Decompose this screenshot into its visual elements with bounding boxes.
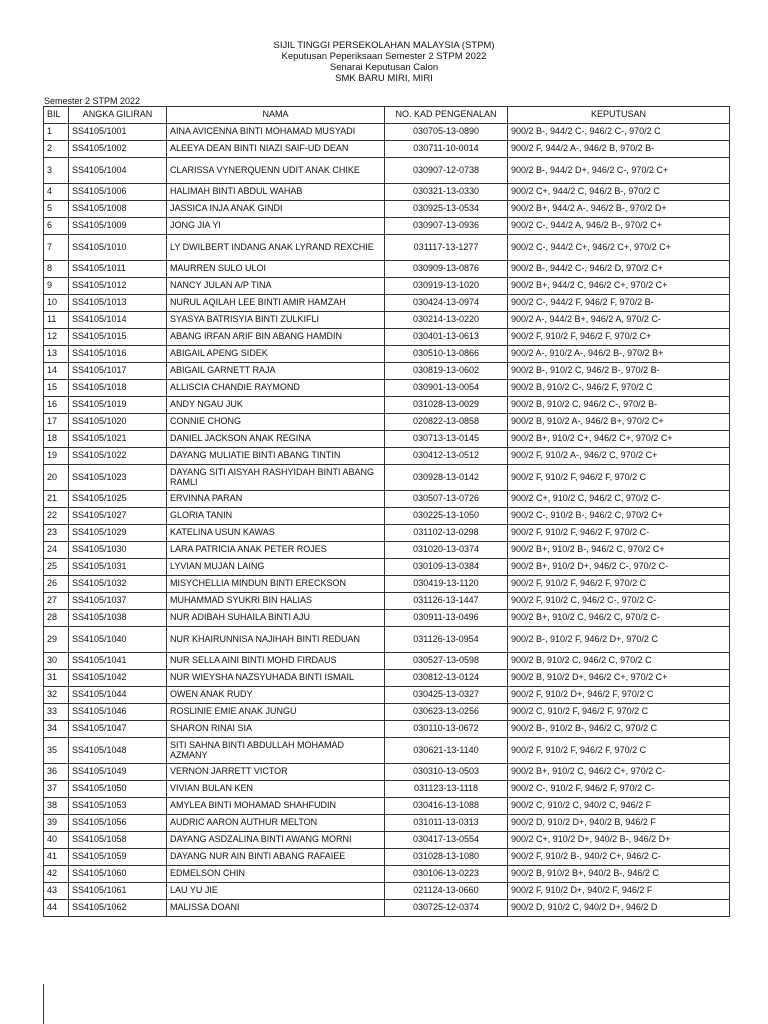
cell-keputusan: 900/2 F, 910/2 A-, 946/2 C, 970/2 C+ bbox=[508, 448, 730, 465]
cell-keputusan: 900/2 B-, 944/2 C-, 946/2 C-, 970/2 C bbox=[508, 124, 730, 141]
table-row bbox=[44, 849, 730, 866]
cell-nama: DAYANG NUR AIN BINTI ABANG RAFAIEE bbox=[167, 849, 385, 866]
cell-keputusan: 900/2 F, 944/2 A-, 946/2 B, 970/2 B- bbox=[508, 141, 730, 158]
cell-nama: SITI SAHNA BINTI ABDULLAH MOHAMAD AZMANY bbox=[167, 738, 385, 764]
table-row bbox=[44, 491, 730, 508]
table-row bbox=[44, 465, 730, 491]
cell-angka-giliran: SS4105/1060 bbox=[69, 866, 167, 883]
cell-kad-pengenalan: 030812-13-0124 bbox=[385, 670, 508, 687]
cell-angka-giliran: SS4105/1050 bbox=[69, 781, 167, 798]
table-row bbox=[44, 380, 730, 397]
cell-kad-pengenalan: 021124-13-0660 bbox=[385, 883, 508, 900]
cell-angka-giliran: SS4105/1015 bbox=[69, 329, 167, 346]
cell-angka-giliran: SS4105/1013 bbox=[69, 295, 167, 312]
cell-kad-pengenalan: 030507-13-0726 bbox=[385, 491, 508, 508]
cell-keputusan: 900/2 F, 910/2 F, 946/2 F, 970/2 C bbox=[508, 465, 730, 491]
cell-keputusan: 900/2 B, 910/2 A-, 946/2 B+, 970/2 C+ bbox=[508, 414, 730, 431]
cell-angka-giliran: SS4105/1002 bbox=[69, 141, 167, 158]
cell-angka-giliran: SS4105/1044 bbox=[69, 687, 167, 704]
table-row bbox=[44, 866, 730, 883]
table-body bbox=[44, 124, 730, 917]
cell-angka-giliran: SS4105/1041 bbox=[69, 653, 167, 670]
cell-nama: LARA PATRICIA ANAK PETER ROJES bbox=[167, 542, 385, 559]
cell-nama: NURUL AQILAH LEE BINTI AMIR HAMZAH bbox=[167, 295, 385, 312]
cell-keputusan: 900/2 A-, 910/2 A-, 946/2 B-, 970/2 B+ bbox=[508, 346, 730, 363]
cell-bil: 22 bbox=[44, 508, 69, 525]
cell-nama: NUR SELLA AINI BINTI MOHD FIRDAUS bbox=[167, 653, 385, 670]
cell-keputusan: 900/2 C, 910/2 C, 940/2 C, 946/2 F bbox=[508, 798, 730, 815]
cell-bil: 9 bbox=[44, 278, 69, 295]
cell-kad-pengenalan: 031028-13-0029 bbox=[385, 397, 508, 414]
cell-bil: 32 bbox=[44, 687, 69, 704]
cell-keputusan: 900/2 B, 910/2 C-, 946/2 F, 970/2 C bbox=[508, 380, 730, 397]
cell-keputusan: 900/2 B+, 944/2 A-, 946/2 B-, 970/2 D+ bbox=[508, 201, 730, 218]
cell-kad-pengenalan: 030510-13-0866 bbox=[385, 346, 508, 363]
cell-angka-giliran: SS4105/1037 bbox=[69, 593, 167, 610]
cell-angka-giliran: SS4105/1049 bbox=[69, 764, 167, 781]
cell-bil: 15 bbox=[44, 380, 69, 397]
cell-bil: 3 bbox=[44, 158, 69, 184]
cell-nama: MAURREN SULO ULOI bbox=[167, 261, 385, 278]
cell-angka-giliran: SS4105/1029 bbox=[69, 525, 167, 542]
table-row bbox=[44, 414, 730, 431]
cell-angka-giliran: SS4105/1012 bbox=[69, 278, 167, 295]
cell-bil: 24 bbox=[44, 542, 69, 559]
cell-angka-giliran: SS4105/1058 bbox=[69, 832, 167, 849]
cell-nama: NUR ADIBAH SUHAILA BINTI AJU bbox=[167, 610, 385, 627]
cell-kad-pengenalan: 030416-13-1088 bbox=[385, 798, 508, 815]
cell-angka-giliran: SS4105/1009 bbox=[69, 218, 167, 235]
cell-bil: 14 bbox=[44, 363, 69, 380]
cell-kad-pengenalan: 030106-13-0223 bbox=[385, 866, 508, 883]
cell-kad-pengenalan: 030412-13-0512 bbox=[385, 448, 508, 465]
cell-kad-pengenalan: 030109-13-0384 bbox=[385, 559, 508, 576]
cell-nama: LAU YU JIE bbox=[167, 883, 385, 900]
cell-bil: 20 bbox=[44, 465, 69, 491]
cell-angka-giliran: SS4105/1019 bbox=[69, 397, 167, 414]
cell-bil: 31 bbox=[44, 670, 69, 687]
cell-nama: ALEEYA DEAN BINTI NIAZI SAIF-UD DEAN bbox=[167, 141, 385, 158]
cell-keputusan: 900/2 C-, 944/2 F, 946/2 F, 970/2 B- bbox=[508, 295, 730, 312]
cell-nama: DAYANG ASDZALINA BINTI AWANG MORNI bbox=[167, 832, 385, 849]
table-row bbox=[44, 201, 730, 218]
cell-kad-pengenalan: 030621-13-1140 bbox=[385, 738, 508, 764]
cell-bil: 16 bbox=[44, 397, 69, 414]
cell-nama: LY DWILBERT INDANG ANAK LYRAND REXCHIE bbox=[167, 235, 385, 261]
cell-angka-giliran: SS4105/1042 bbox=[69, 670, 167, 687]
table-row bbox=[44, 397, 730, 414]
cell-bil: 2 bbox=[44, 141, 69, 158]
cell-angka-giliran: SS4105/1011 bbox=[69, 261, 167, 278]
cell-angka-giliran: SS4105/1056 bbox=[69, 815, 167, 832]
cell-keputusan: 900/2 C+, 944/2 C, 946/2 B-, 970/2 C bbox=[508, 184, 730, 201]
cell-nama: GLORIA TANIN bbox=[167, 508, 385, 525]
table-row bbox=[44, 798, 730, 815]
table-row bbox=[44, 559, 730, 576]
col-header-kad: NO. KAD PENGENALAN bbox=[385, 107, 508, 124]
cell-kad-pengenalan: 030819-13-0602 bbox=[385, 363, 508, 380]
cell-nama: ANDY NGAU JUK bbox=[167, 397, 385, 414]
table-row bbox=[44, 431, 730, 448]
cell-keputusan: 900/2 F, 910/2 D+, 946/2 F, 970/2 C bbox=[508, 687, 730, 704]
cell-nama: SHARON RINAI SIA bbox=[167, 721, 385, 738]
cell-keputusan: 900/2 C+, 910/2 D+, 940/2 B-, 946/2 D+ bbox=[508, 832, 730, 849]
cell-angka-giliran: SS4105/1023 bbox=[69, 465, 167, 491]
cell-keputusan: 900/2 F, 910/2 F, 946/2 F, 970/2 C bbox=[508, 576, 730, 593]
cell-bil: 39 bbox=[44, 815, 69, 832]
col-header-keputusan: KEPUTUSAN bbox=[508, 107, 730, 124]
cell-kad-pengenalan: 031020-13-0374 bbox=[385, 542, 508, 559]
cell-keputusan: 900/2 B-, 910/2 B-, 946/2 C, 970/2 C bbox=[508, 721, 730, 738]
table-row bbox=[44, 261, 730, 278]
cell-bil: 41 bbox=[44, 849, 69, 866]
cell-nama: ABIGAIL GARNETT RAJA bbox=[167, 363, 385, 380]
cell-bil: 19 bbox=[44, 448, 69, 465]
table-continuation-line bbox=[43, 984, 44, 1024]
cell-kad-pengenalan: 030623-13-0256 bbox=[385, 704, 508, 721]
cell-kad-pengenalan: 030909-13-0876 bbox=[385, 261, 508, 278]
cell-angka-giliran: SS4105/1047 bbox=[69, 721, 167, 738]
semester-label: Semester 2 STPM 2022 bbox=[44, 96, 141, 106]
cell-kad-pengenalan: 030321-13-0330 bbox=[385, 184, 508, 201]
cell-keputusan: 900/2 B+, 910/2 C+, 946/2 C+, 970/2 C+ bbox=[508, 431, 730, 448]
table-row bbox=[44, 329, 730, 346]
cell-angka-giliran: SS4105/1006 bbox=[69, 184, 167, 201]
document-header bbox=[0, 40, 768, 84]
cell-bil: 18 bbox=[44, 431, 69, 448]
cell-kad-pengenalan: 031123-13-1118 bbox=[385, 781, 508, 798]
cell-bil: 10 bbox=[44, 295, 69, 312]
cell-keputusan: 900/2 C+, 910/2 C, 946/2 C, 970/2 C- bbox=[508, 491, 730, 508]
cell-angka-giliran: SS4105/1004 bbox=[69, 158, 167, 184]
cell-keputusan: 900/2 B-, 910/2 F, 946/2 D+, 970/2 C bbox=[508, 627, 730, 653]
cell-keputusan: 900/2 D, 910/2 D+, 940/2 B, 946/2 F bbox=[508, 815, 730, 832]
table-row bbox=[44, 576, 730, 593]
table-row bbox=[44, 141, 730, 158]
table-row bbox=[44, 218, 730, 235]
cell-kad-pengenalan: 030711-10-0014 bbox=[385, 141, 508, 158]
cell-nama: NANCY JULAN A/P TINA bbox=[167, 278, 385, 295]
cell-nama: EDMELSON CHIN bbox=[167, 866, 385, 883]
cell-bil: 44 bbox=[44, 900, 69, 917]
cell-angka-giliran: SS4105/1038 bbox=[69, 610, 167, 627]
cell-kad-pengenalan: 030419-13-1120 bbox=[385, 576, 508, 593]
cell-angka-giliran: SS4105/1027 bbox=[69, 508, 167, 525]
cell-bil: 4 bbox=[44, 184, 69, 201]
cell-bil: 35 bbox=[44, 738, 69, 764]
cell-bil: 23 bbox=[44, 525, 69, 542]
cell-bil: 34 bbox=[44, 721, 69, 738]
cell-nama: DAYANG MULIATIE BINTI ABANG TINTIN bbox=[167, 448, 385, 465]
results-table bbox=[43, 106, 730, 917]
cell-kad-pengenalan: 031126-13-0954 bbox=[385, 627, 508, 653]
cell-nama: KATELINA USUN KAWAS bbox=[167, 525, 385, 542]
cell-keputusan: 900/2 F, 910/2 F, 946/2 F, 970/2 C bbox=[508, 738, 730, 764]
cell-nama: VERNON JARRETT VICTOR bbox=[167, 764, 385, 781]
cell-kad-pengenalan: 030907-12-0738 bbox=[385, 158, 508, 184]
cell-bil: 1 bbox=[44, 124, 69, 141]
table-row bbox=[44, 764, 730, 781]
cell-kad-pengenalan: 030425-13-0327 bbox=[385, 687, 508, 704]
cell-kad-pengenalan: 031011-13-0313 bbox=[385, 815, 508, 832]
cell-nama: MALISSA DOANI bbox=[167, 900, 385, 917]
cell-angka-giliran: SS4105/1061 bbox=[69, 883, 167, 900]
cell-kad-pengenalan: 030911-13-0496 bbox=[385, 610, 508, 627]
cell-bil: 43 bbox=[44, 883, 69, 900]
cell-angka-giliran: SS4105/1030 bbox=[69, 542, 167, 559]
table-row bbox=[44, 542, 730, 559]
table-row bbox=[44, 900, 730, 917]
cell-kad-pengenalan: 030214-13-0220 bbox=[385, 312, 508, 329]
cell-kad-pengenalan: 030110-13-0672 bbox=[385, 721, 508, 738]
cell-nama: DAYANG SITI AISYAH RASHYIDAH BINTI ABANG RAMLI bbox=[167, 465, 385, 491]
cell-kad-pengenalan: 030919-13-1020 bbox=[385, 278, 508, 295]
cell-angka-giliran: SS4105/1062 bbox=[69, 900, 167, 917]
cell-angka-giliran: SS4105/1021 bbox=[69, 431, 167, 448]
cell-angka-giliran: SS4105/1048 bbox=[69, 738, 167, 764]
cell-nama: ABIGAIL APENG SIDEK bbox=[167, 346, 385, 363]
cell-bil: 7 bbox=[44, 235, 69, 261]
table-row bbox=[44, 363, 730, 380]
table-row bbox=[44, 815, 730, 832]
cell-nama: AUDRIC AARON AUTHUR MELTON bbox=[167, 815, 385, 832]
header-exam: Keputusan Peperiksaan Semester 2 STPM 2022 bbox=[281, 51, 487, 62]
table-row bbox=[44, 610, 730, 627]
cell-bil: 37 bbox=[44, 781, 69, 798]
cell-keputusan: 900/2 F, 910/2 F, 946/2 F, 970/2 C+ bbox=[508, 329, 730, 346]
cell-angka-giliran: SS4105/1031 bbox=[69, 559, 167, 576]
col-header-bil: BIL bbox=[44, 107, 69, 124]
cell-bil: 33 bbox=[44, 704, 69, 721]
cell-bil: 26 bbox=[44, 576, 69, 593]
cell-bil: 25 bbox=[44, 559, 69, 576]
table-row bbox=[44, 687, 730, 704]
table-row bbox=[44, 593, 730, 610]
cell-keputusan: 900/2 B+, 910/2 B-, 946/2 C, 970/2 C+ bbox=[508, 542, 730, 559]
cell-nama: ABANG IRFAN ARIF BIN ABANG HAMDIN bbox=[167, 329, 385, 346]
cell-kad-pengenalan: 030928-13-0142 bbox=[385, 465, 508, 491]
cell-keputusan: 900/2 D, 910/2 C, 940/2 D+, 946/2 D bbox=[508, 900, 730, 917]
table-row bbox=[44, 448, 730, 465]
cell-angka-giliran: SS4105/1040 bbox=[69, 627, 167, 653]
cell-kad-pengenalan: 030417-13-0554 bbox=[385, 832, 508, 849]
table-row bbox=[44, 124, 730, 141]
cell-keputusan: 900/2 C-, 944/2 A, 946/2 B-, 970/2 C+ bbox=[508, 218, 730, 235]
cell-keputusan: 900/2 C, 910/2 F, 946/2 F, 970/2 C bbox=[508, 704, 730, 721]
cell-kad-pengenalan: 031102-13-0298 bbox=[385, 525, 508, 542]
table-row bbox=[44, 738, 730, 764]
cell-bil: 30 bbox=[44, 653, 69, 670]
cell-keputusan: 900/2 B+, 910/2 D+, 946/2 C-, 970/2 C- bbox=[508, 559, 730, 576]
cell-keputusan: 900/2 C-, 944/2 C+, 946/2 C+, 970/2 C+ bbox=[508, 235, 730, 261]
table-row bbox=[44, 278, 730, 295]
header-school: SMK BARU MIRI, MIRI bbox=[335, 73, 433, 84]
table-row bbox=[44, 832, 730, 849]
cell-angka-giliran: SS4105/1010 bbox=[69, 235, 167, 261]
cell-keputusan: 900/2 F, 910/2 D+, 940/2 F, 946/2 F bbox=[508, 883, 730, 900]
cell-keputusan: 900/2 C-, 910/2 F, 946/2 F, 970/2 C- bbox=[508, 781, 730, 798]
table-row bbox=[44, 721, 730, 738]
cell-keputusan: 900/2 F, 910/2 F, 946/2 F, 970/2 C- bbox=[508, 525, 730, 542]
cell-nama: SYASYA BATRISYIA BINTI ZULKIFLI bbox=[167, 312, 385, 329]
cell-nama: NUR KHAIRUNNISA NAJIHAH BINTI REDUAN bbox=[167, 627, 385, 653]
table-row bbox=[44, 670, 730, 687]
header-list: Senarai Keputusan Calon bbox=[329, 62, 439, 73]
cell-kad-pengenalan: 030713-13-0145 bbox=[385, 431, 508, 448]
cell-angka-giliran: SS4105/1025 bbox=[69, 491, 167, 508]
table-header-row bbox=[44, 107, 730, 124]
cell-bil: 40 bbox=[44, 832, 69, 849]
cell-kad-pengenalan: 030705-13-0890 bbox=[385, 124, 508, 141]
cell-nama: JASSICA INJA ANAK GINDI bbox=[167, 201, 385, 218]
cell-nama: NUR WIEYSHA NAZSYUHADA BINTI ISMAIL bbox=[167, 670, 385, 687]
cell-bil: 29 bbox=[44, 627, 69, 653]
table-row bbox=[44, 295, 730, 312]
cell-angka-giliran: SS4105/1001 bbox=[69, 124, 167, 141]
cell-kad-pengenalan: 030401-13-0613 bbox=[385, 329, 508, 346]
table-row bbox=[44, 883, 730, 900]
cell-angka-giliran: SS4105/1008 bbox=[69, 201, 167, 218]
header-title: SIJIL TINGGI PERSEKOLAHAN MALAYSIA (STPM) bbox=[273, 40, 495, 51]
cell-nama: JONG JIA YI bbox=[167, 218, 385, 235]
cell-kad-pengenalan: 031028-13-1080 bbox=[385, 849, 508, 866]
cell-kad-pengenalan: 030527-13-0598 bbox=[385, 653, 508, 670]
table-row bbox=[44, 653, 730, 670]
cell-bil: 21 bbox=[44, 491, 69, 508]
cell-nama: MISYCHELLIA MINDUN BINTI ERECKSON bbox=[167, 576, 385, 593]
cell-keputusan: 900/2 B, 910/2 C, 946/2 C-, 970/2 B- bbox=[508, 397, 730, 414]
cell-nama: HALIMAH BINTI ABDUL WAHAB bbox=[167, 184, 385, 201]
cell-bil: 27 bbox=[44, 593, 69, 610]
cell-kad-pengenalan: 030925-13-0534 bbox=[385, 201, 508, 218]
cell-keputusan: 900/2 B-, 944/2 C-, 946/2 D, 970/2 C+ bbox=[508, 261, 730, 278]
cell-bil: 11 bbox=[44, 312, 69, 329]
cell-keputusan: 900/2 B, 910/2 D+, 946/2 C+, 970/2 C+ bbox=[508, 670, 730, 687]
col-header-nama: NAMA bbox=[167, 107, 385, 124]
cell-bil: 13 bbox=[44, 346, 69, 363]
cell-angka-giliran: SS4105/1022 bbox=[69, 448, 167, 465]
cell-angka-giliran: SS4105/1018 bbox=[69, 380, 167, 397]
cell-angka-giliran: SS4105/1059 bbox=[69, 849, 167, 866]
cell-bil: 8 bbox=[44, 261, 69, 278]
cell-keputusan: 900/2 B+, 910/2 C, 946/2 C, 970/2 C- bbox=[508, 610, 730, 627]
cell-nama: VIVIAN BULAN KEN bbox=[167, 781, 385, 798]
cell-kad-pengenalan: 020822-13-0858 bbox=[385, 414, 508, 431]
cell-bil: 17 bbox=[44, 414, 69, 431]
table-row bbox=[44, 704, 730, 721]
cell-bil: 36 bbox=[44, 764, 69, 781]
table-row bbox=[44, 525, 730, 542]
cell-nama: OWEN ANAK RUDY bbox=[167, 687, 385, 704]
cell-keputusan: 900/2 B+, 944/2 C, 946/2 C+, 970/2 C+ bbox=[508, 278, 730, 295]
cell-nama: DANIEL JACKSON ANAK REGINA bbox=[167, 431, 385, 448]
cell-kad-pengenalan: 031126-13-1447 bbox=[385, 593, 508, 610]
cell-nama: CONNIE CHONG bbox=[167, 414, 385, 431]
cell-keputusan: 900/2 F, 910/2 B-, 940/2 C+, 946/2 C- bbox=[508, 849, 730, 866]
cell-kad-pengenalan: 030907-13-0936 bbox=[385, 218, 508, 235]
cell-bil: 28 bbox=[44, 610, 69, 627]
table-row bbox=[44, 312, 730, 329]
cell-bil: 6 bbox=[44, 218, 69, 235]
cell-angka-giliran: SS4105/1020 bbox=[69, 414, 167, 431]
table-row bbox=[44, 235, 730, 261]
cell-keputusan: 900/2 B, 910/2 C, 946/2 C, 970/2 C bbox=[508, 653, 730, 670]
cell-bil: 5 bbox=[44, 201, 69, 218]
cell-angka-giliran: SS4105/1053 bbox=[69, 798, 167, 815]
cell-bil: 42 bbox=[44, 866, 69, 883]
cell-kad-pengenalan: 030901-13-0054 bbox=[385, 380, 508, 397]
cell-keputusan: 900/2 A-, 944/2 B+, 946/2 A, 970/2 C- bbox=[508, 312, 730, 329]
cell-angka-giliran: SS4105/1046 bbox=[69, 704, 167, 721]
cell-keputusan: 900/2 F, 910/2 C, 946/2 C-, 970/2 C- bbox=[508, 593, 730, 610]
table-row bbox=[44, 508, 730, 525]
table-row bbox=[44, 781, 730, 798]
cell-angka-giliran: SS4105/1017 bbox=[69, 363, 167, 380]
cell-keputusan: 900/2 B-, 910/2 C, 946/2 B-, 970/2 B- bbox=[508, 363, 730, 380]
table-row bbox=[44, 158, 730, 184]
cell-angka-giliran: SS4105/1032 bbox=[69, 576, 167, 593]
cell-bil: 12 bbox=[44, 329, 69, 346]
cell-kad-pengenalan: 031117-13-1277 bbox=[385, 235, 508, 261]
cell-kad-pengenalan: 030725-12-0374 bbox=[385, 900, 508, 917]
cell-keputusan: 900/2 B, 910/2 B+, 940/2 B-, 946/2 C bbox=[508, 866, 730, 883]
cell-keputusan: 900/2 B-, 944/2 D+, 946/2 C-, 970/2 C+ bbox=[508, 158, 730, 184]
table-row bbox=[44, 346, 730, 363]
table-row bbox=[44, 627, 730, 653]
cell-angka-giliran: SS4105/1014 bbox=[69, 312, 167, 329]
cell-angka-giliran: SS4105/1016 bbox=[69, 346, 167, 363]
cell-nama: ALLISCIA CHANDIE RAYMOND bbox=[167, 380, 385, 397]
cell-nama: ERVINNA PARAN bbox=[167, 491, 385, 508]
cell-kad-pengenalan: 030424-13-0974 bbox=[385, 295, 508, 312]
table-row bbox=[44, 184, 730, 201]
cell-kad-pengenalan: 030225-13-1050 bbox=[385, 508, 508, 525]
cell-keputusan: 900/2 C-, 910/2 B-, 946/2 C, 970/2 C+ bbox=[508, 508, 730, 525]
cell-nama: LYVIAN MUJAN LAING bbox=[167, 559, 385, 576]
cell-nama: AMYLEA BINTI MOHAMAD SHAHFUDIN bbox=[167, 798, 385, 815]
col-header-angka: ANGKA GILIRAN bbox=[69, 107, 167, 124]
cell-nama: MUHAMMAD SYUKRI BIN HALIAS bbox=[167, 593, 385, 610]
cell-nama: ROSLINIE EMIE ANAK JUNGU bbox=[167, 704, 385, 721]
cell-bil: 38 bbox=[44, 798, 69, 815]
cell-nama: AINA AVICENNA BINTI MOHAMAD MUSYADI bbox=[167, 124, 385, 141]
cell-kad-pengenalan: 030310-13-0503 bbox=[385, 764, 508, 781]
cell-nama: CLARISSA VYNERQUENN UDIT ANAK CHIKE bbox=[167, 158, 385, 184]
cell-keputusan: 900/2 B+, 910/2 C, 946/2 C+, 970/2 C- bbox=[508, 764, 730, 781]
